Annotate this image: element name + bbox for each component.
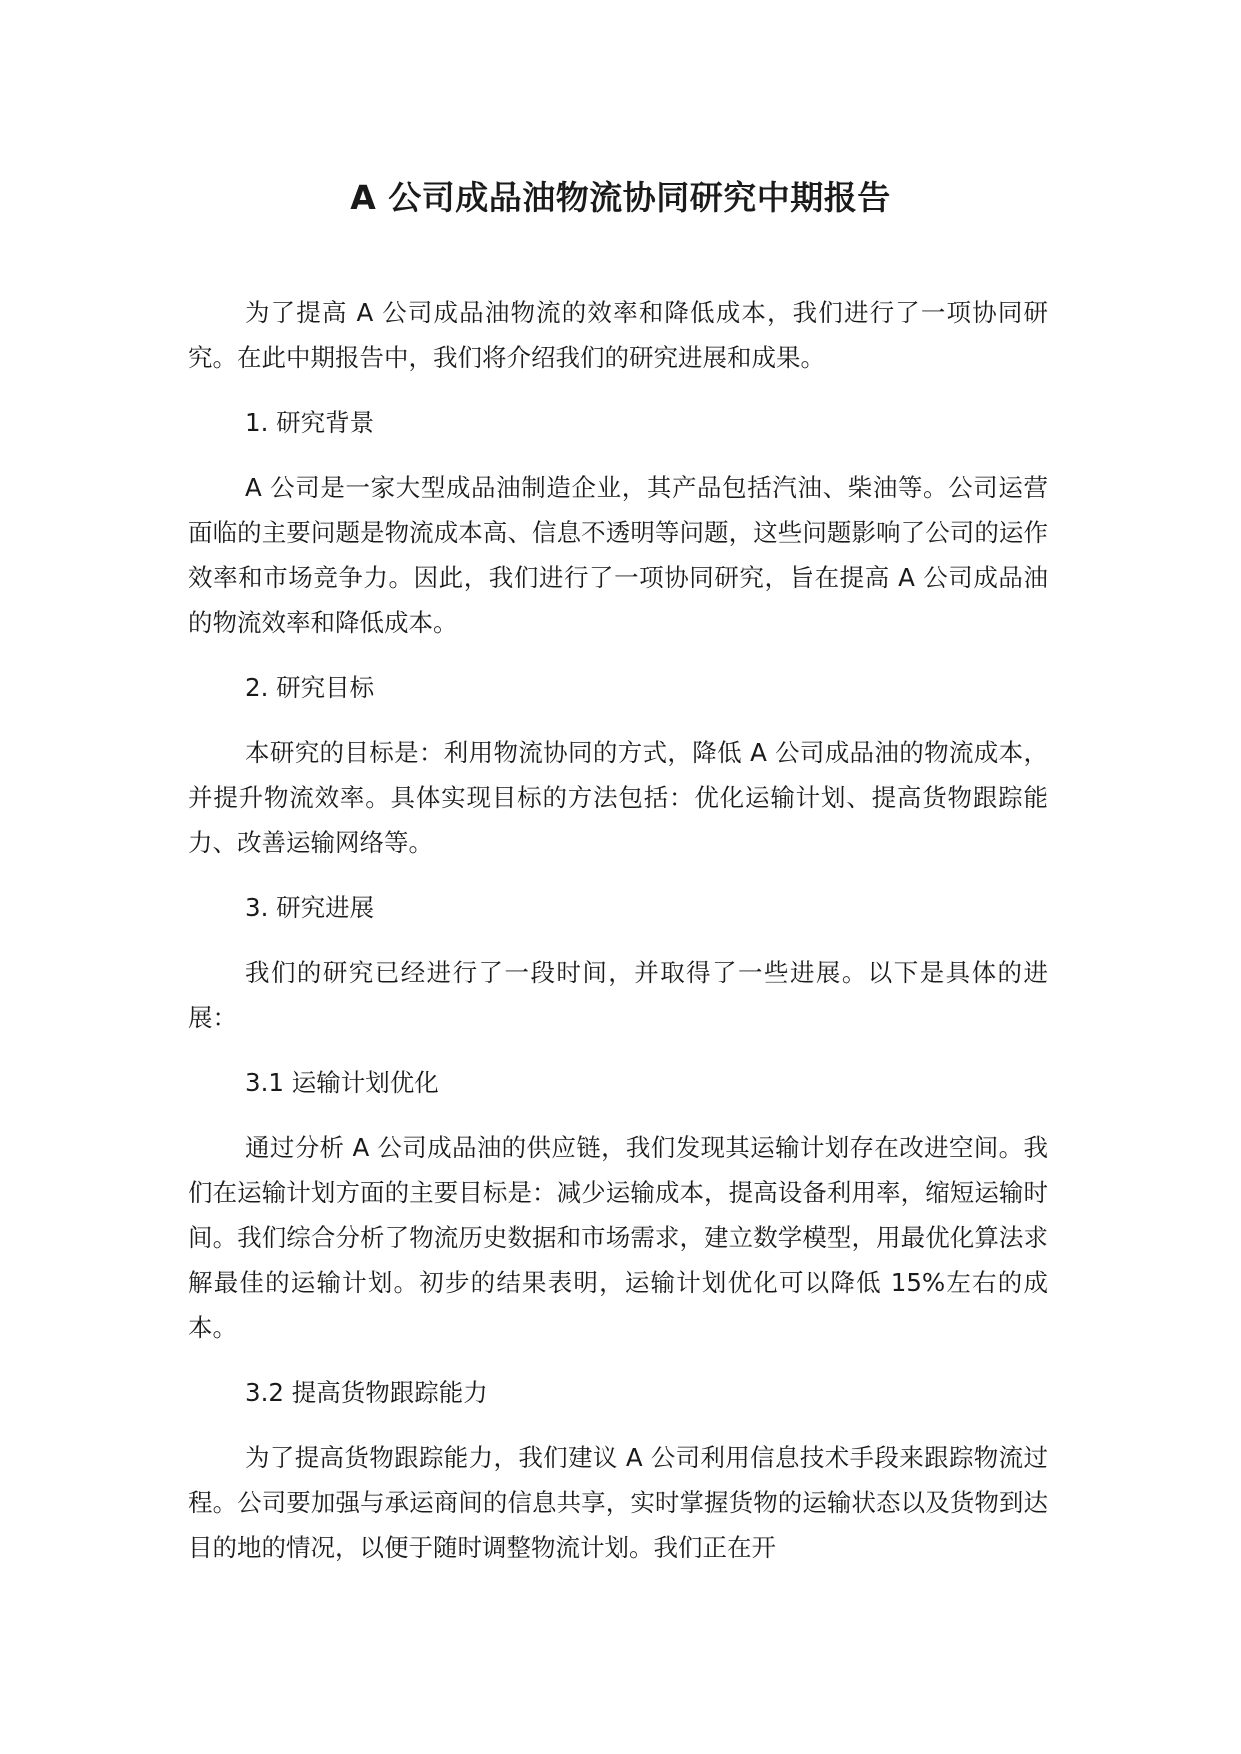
- section-heading-goals: 2. 研究目标: [245, 673, 375, 702]
- section-heading-transport-plan: 3.1 运输计划优化: [245, 1068, 439, 1097]
- section-body-goals: 本研究的目标是：利用物流协同的方式，降低 A 公司成品油的物流成本，并提升物流效率。具体实现目标的方法包括：优化运输计划、提高货物跟踪能力、改善运输网络等。: [188, 738, 1048, 857]
- document-title: A 公司成品油物流协同研究中期报告: [350, 178, 891, 217]
- section-heading-progress: 3. 研究进展: [245, 893, 375, 922]
- document-body: [188, 290, 1048, 1590]
- section-heading-tracking: 3.2 提高货物跟踪能力: [245, 1378, 488, 1407]
- section-body-background: A 公司是一家大型成品油制造企业，其产品包括汽油、柴油等。公司运营面临的主要问题是物流成本高、信息不透明等问题，这些问题影响了公司的运作效率和市场竞争力。因此，我们进行了一项协同研究，旨在提高 A 公司成品油的物流效率和降低成本。: [188, 473, 1048, 637]
- section-body-transport-plan: 通过分析 A 公司成品油的供应链，我们发现其运输计划存在改进空间。我们在运输计划方面的主要目标是：减少运输成本，提高设备利用率，缩短运输时间。我们综合分析了物流历史数据和市场需求，建立数学模型，用最优化算法求解最佳的运输计划。初步的结果表明，运输计划优化可以降低 15%左右的成本。: [188, 1133, 1048, 1342]
- intro-paragraph: 为了提高 A 公司成品油物流的效率和降低成本，我们进行了一项协同研究。在此中期报告中，我们将介绍我们的研究进展和成果。: [188, 298, 1048, 372]
- section-body-tracking: 为了提高货物跟踪能力，我们建议 A 公司利用信息技术手段来跟踪物流过程。公司要加强与承运商间的信息共享，实时掌握货物的运输状态以及货物到达目的地的情况，以便于随时调整物流计划。我们正在开: [188, 1443, 1048, 1562]
- section-heading-background: 1. 研究背景: [245, 408, 375, 437]
- section-body-progress: 我们的研究已经进行了一段时间，并取得了一些进展。以下是具体的进展：: [188, 958, 1048, 1032]
